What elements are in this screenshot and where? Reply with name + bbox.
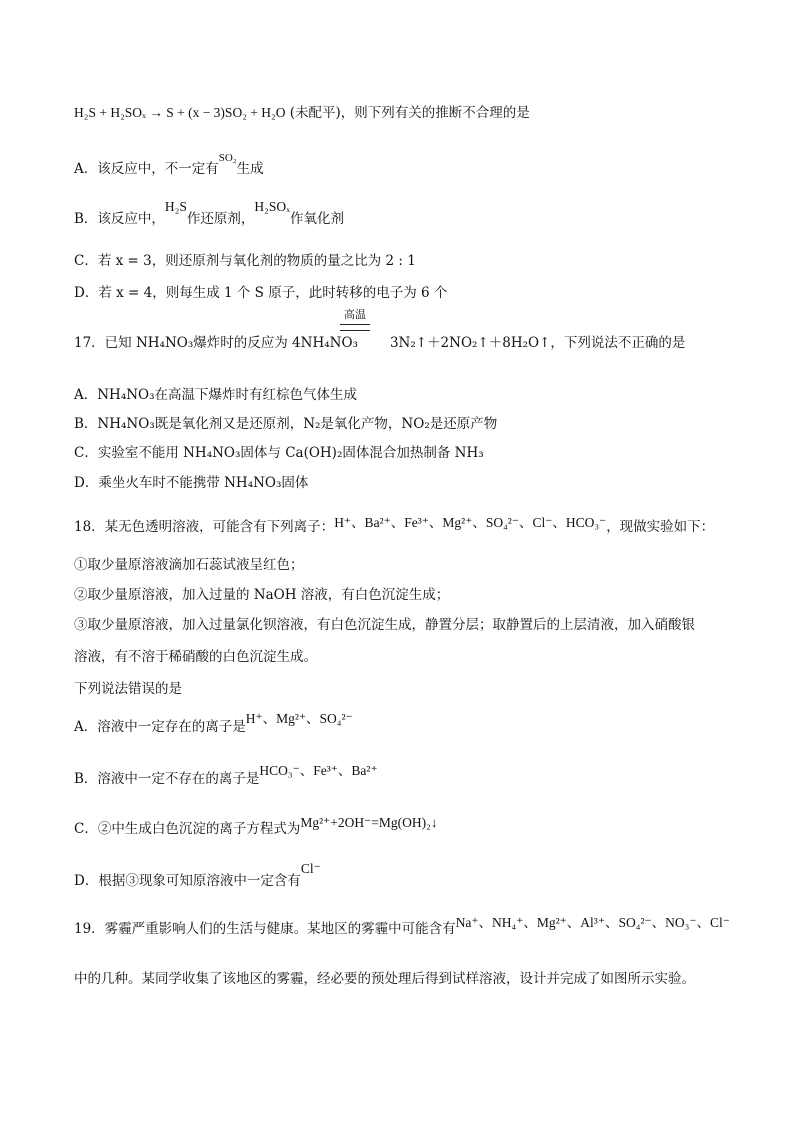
option-text: D．根据③现象可知原溶液中一定含有	[74, 873, 301, 889]
q17-option-a[interactable]: A．NH₄NO₃在高温下爆炸时有红棕色气体生成	[74, 387, 358, 403]
q18-option-d[interactable]	[74, 861, 321, 890]
q17-option-c[interactable]: C．实验室不能用 NH₄NO₃固体与 Ca(OH)₂固体混合加热制备 NH₃	[74, 445, 484, 461]
q18-stem	[74, 515, 715, 536]
reaction-condition: 高温	[344, 308, 366, 321]
q17-option-b[interactable]: B．NH₄NO₃既是氧化剂又是还原剂，N₂是氧化产物，NO₂是还原产物	[74, 416, 498, 432]
option-text: A．溶液中一定存在的离子是	[74, 719, 246, 735]
q18-option-a[interactable]	[74, 711, 353, 736]
q18-step-3b: 溶液，有不溶于稀硝酸的白色沉淀生成。	[74, 649, 317, 665]
q16-option-c[interactable]: C．若 x = 3，则还原剂与氧化剂的物质的量之比为 2 : 1	[74, 253, 416, 269]
q18-step-3a: ③取少量原溶液，加入过量氯化钡溶液，有白色沉淀生成，静置分层；取静置后的上层清液，加入硝酸银	[74, 617, 695, 633]
option-text: B．溶液中一定不存在的离子是	[74, 771, 260, 787]
q16-option-b[interactable]	[74, 199, 345, 228]
ion-list: Na⁺、NH₄⁺、Mg²⁺、Al³⁺、SO₄²⁻、NO₃⁻、Cl⁻	[455, 915, 730, 930]
stem-text: 17．已知 NH₄NO₃爆炸时的反应为 4NH₄NO₃	[74, 335, 358, 351]
q16-option-d[interactable]: D．若 x = 4，则每生成 1 个 S 原子，此时转移的电子为 6 个	[74, 285, 448, 301]
ion-list: HCO₃⁻、Fe³⁺、Ba²⁺	[259, 763, 378, 778]
q18-option-b[interactable]	[74, 763, 378, 788]
q17-option-d[interactable]: D．乘坐火车时不能携带 NH₄NO₃固体	[74, 475, 309, 491]
option-text: C．②中生成白色沉淀的离子方程式为	[74, 821, 301, 837]
stem-text: 18．某无色透明溶液，可能含有下列离子：	[74, 519, 335, 535]
q18-step-1: ①取少量原溶液滴加石蕊试液呈红色；	[74, 557, 304, 573]
q19-stem	[74, 915, 730, 938]
ion-list: H⁺、Ba²⁺、Fe³⁺、Mg²⁺、SO₄²⁻、Cl⁻、HCO₃⁻	[334, 515, 607, 530]
q16-stem	[74, 104, 530, 122]
q16-equation: H₂S + H₂SOₓ → S + (x − 3)SO₂ + H₂O	[74, 105, 286, 120]
stem-text: 3N₂↑＋2NO₂↑＋8H₂O↑，下列说法不正确的是	[389, 335, 686, 351]
option-text: A．该反应中，不一定有	[74, 161, 219, 177]
stem-text: ，现做实验如下：	[606, 519, 715, 535]
formula: H₂S	[164, 199, 187, 214]
ion: Cl⁻	[300, 861, 321, 876]
option-text: 生成	[236, 161, 264, 177]
q18-step-2: ②取少量原溶液，加入过量的 NaOH 溶液，有白色沉淀生成；	[74, 587, 450, 603]
formula: SO₂	[218, 152, 237, 164]
reaction-double-line	[340, 324, 370, 331]
q17-stem	[74, 334, 685, 352]
formula: H₂SOₓ	[254, 199, 291, 214]
q18-question: 下列说法错误的是	[74, 681, 182, 697]
option-text: B．该反应中，	[74, 211, 165, 227]
q18-option-c[interactable]	[74, 815, 438, 838]
q19-stem-line2: 中的几种。某同学收集了该地区的雾霾，经必要的预处理后得到试样溶液，设计并完成了如图所示实验。	[74, 971, 695, 987]
option-text: 作氧化剂	[290, 211, 345, 227]
ion-list: H⁺、Mg²⁺、SO₄²⁻	[245, 711, 353, 726]
q16-stem-text: (未配平)，则下列有关的推断不合理的是	[289, 105, 530, 121]
stem-text: 19．雾霾严重影响人们的生活与健康。某地区的雾霾中可能含有	[74, 921, 456, 937]
q16-option-a[interactable]	[74, 152, 264, 179]
option-text: 作还原剂，	[186, 211, 255, 227]
ion-equation: Mg²⁺+2OH⁻=Mg(OH)₂↓	[300, 815, 438, 830]
